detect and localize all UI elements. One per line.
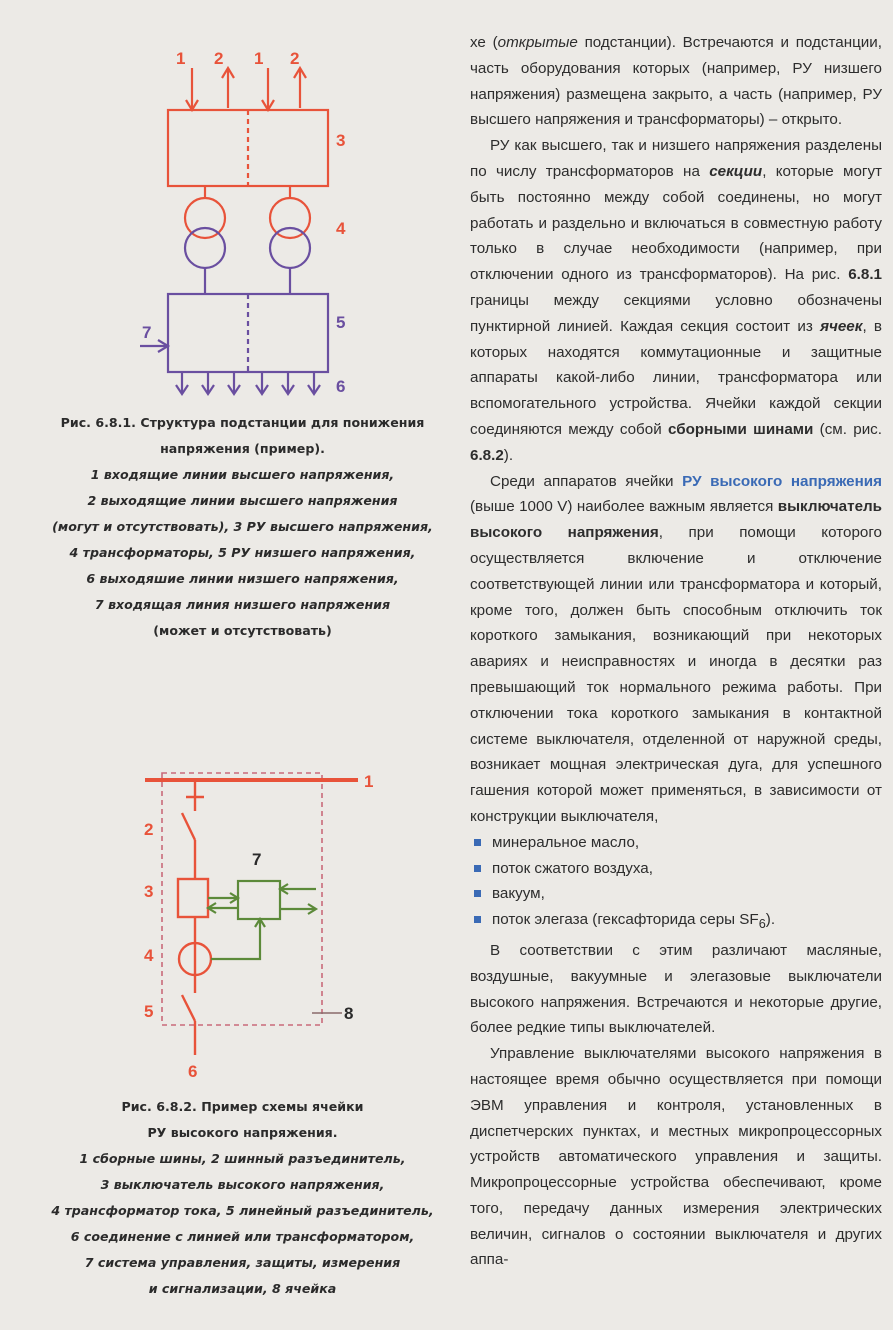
caption-line: 4 трансформаторы, 5 РУ низшего напряжения, <box>69 545 416 560</box>
term-hv-switchgear: РУ высокого напряжения <box>682 472 882 490</box>
caption-line: 2 выходящие линии высшего напряжения <box>87 493 398 508</box>
label-hv-switchgear: 3 <box>336 131 346 150</box>
caption-line: 1 входящие линии высшего напряжения, <box>90 467 395 482</box>
cell-boundary <box>162 773 322 1025</box>
transformer-1-hv-winding <box>185 198 225 238</box>
transformer-2-lv-winding <box>270 228 310 268</box>
label-current-transformer: 4 <box>144 946 154 965</box>
label-cell: 8 <box>344 1004 354 1023</box>
label-outgoing-1: 2 <box>214 49 224 68</box>
label-control-system: 7 <box>252 850 262 869</box>
caption-line: 4 трансформатор тока, 5 линейный разъединитель, <box>51 1203 434 1218</box>
label-bus-disconnector: 2 <box>144 820 154 839</box>
label-connection: 6 <box>188 1062 198 1081</box>
list-item: минеральное масло, <box>470 830 882 856</box>
caption-title-cont: напряжения (пример). <box>160 441 325 456</box>
label-lv-switchgear: 5 <box>336 313 346 332</box>
label-outgoing-lv: 6 <box>336 377 346 396</box>
figure-1-caption <box>30 410 455 644</box>
caption-title: Рис. 6.8.1. Структура подстанции для понижения <box>60 415 425 430</box>
list-item: вакуум, <box>470 881 882 907</box>
transformer-2-hv-winding <box>270 198 310 238</box>
quenching-media-list <box>470 830 882 938</box>
caption-line: 3 выключатель высокого напряжения, <box>100 1177 385 1192</box>
bus-disconnector-blade <box>182 813 195 840</box>
substation-structure-diagram <box>120 40 380 400</box>
breaker-symbol <box>178 879 208 917</box>
label-busbar: 1 <box>364 772 374 791</box>
paragraph: Среди аппаратов ячейки РУ высокого напряжения (выше 1000 V) наиболее важным является выключатель высокого напряжения, при помощи которого осуществляется включение и отключение соответствующей линии или трансформатора и который, кроме того, должен быть способным отключить ток короткого замыкания, возникающий при некоторых авариях и неисправностях и иногда в десятки раз превышающий ток нормального режима работы. При отключении тока короткого замыкания в контактной системе выключателя, отделенной от наружной среды, возникает мощная электрическая дуга, для успешного гашения которой может применяться, в зависимости от конструкции выключателя, <box>470 472 882 825</box>
caption-line: 6 выходяшие линии низшего напряжения, <box>86 571 399 586</box>
caption-title: Рис. 6.8.2. Пример схемы ячейки <box>121 1099 364 1114</box>
caption-line: (могут и отсутствовать), 3 РУ высшего напряжения, <box>52 519 433 534</box>
paragraph: РУ как высшего, так и низшего напряжения разделены по числу трансформаторов на секции, которые могут быть постоянно между собой соединены, но могут работать и раздельно и включаться в совместную работу только в случае необходимости (например, при отключении одного из трансформаторов). На рис. 6.8.1 границы между секциями условно обозначены пунктирной линией. Каждая секция состоит из ячеек, в которых находятся коммутационные и защитные аппараты какой-либо линии, трансформатора или вспомогательного устройства. Ячейки каждой секции соединяются между собой сборными шинами (см. рис. 6.8.2). <box>470 137 883 464</box>
list-item: поток сжатого воздуха, <box>470 856 882 882</box>
paragraph: В соответствии с этим различают масляные, воздушные, вакуумные и элегазовые выключатели высокого напряжения. Встречаются и некоторые другие, более редкие типы выключателей. <box>470 941 882 1037</box>
label-line-disconnector: 5 <box>144 1002 154 1021</box>
text-column <box>470 30 882 1273</box>
term-sections: секции <box>709 162 763 180</box>
switchgear-cell-diagram <box>120 755 390 1085</box>
control-system-box <box>238 881 280 919</box>
label-transformers: 4 <box>336 219 346 238</box>
term-busbars: сборными шинами <box>667 420 814 438</box>
label-breaker: 3 <box>144 882 154 901</box>
transformer-1-lv-winding <box>185 228 225 268</box>
caption-title-cont: РУ высокого напряжения. <box>147 1125 338 1140</box>
figure-2-caption <box>30 1094 455 1302</box>
list-item: поток элегаза (гексафторида серы $SF_6$). <box>470 907 882 938</box>
label-incoming-2: 1 <box>254 49 264 68</box>
caption-line: и сигнализации, 8 ячейка <box>148 1281 337 1296</box>
line-disconnector-blade <box>182 995 195 1021</box>
caption-line: 6 соединение с линией или трансформатором, <box>70 1229 415 1244</box>
paragraph: хе (открытые подстанции). Встречаются и подстанции, часть оборудования которых (например, РУ низшего напряжения) размещена закрыто, а часть (например, РУ высшего напряжения и трансформаторы) – открыто. <box>470 34 882 129</box>
label-outgoing-2: 2 <box>290 49 300 68</box>
term-hv-breaker: выключатель высокого напряжения <box>470 498 882 542</box>
caption-line: 1 сборные шины, 2 шинный разъединитель, <box>79 1151 406 1166</box>
paragraph: Управление выключателями высокого напряжения в настоящее время обычно осуществляется при помощи ЭВМ управления и контроля, установленных в диспетчерских пунктах, и местных микропроцессорных устройств автоматического управления и защиты. Микропроцессорные устройства обеспечивают, кроме того, передачу данных измерения электрических величин, сигналов о состоянии выключателя и других аппа- <box>470 1045 882 1269</box>
caption-line: (может и отсутствовать) <box>153 623 332 638</box>
label-incoming-lv: 7 <box>142 323 152 342</box>
outgoing-lv-lines <box>176 372 320 394</box>
label-incoming-1: 1 <box>176 49 186 68</box>
caption-line: 7 входящая линия низшего напряжения <box>94 597 391 612</box>
term-cells: ячеек <box>820 317 863 335</box>
caption-line: 7 система управления, защиты, измерения <box>84 1255 401 1270</box>
